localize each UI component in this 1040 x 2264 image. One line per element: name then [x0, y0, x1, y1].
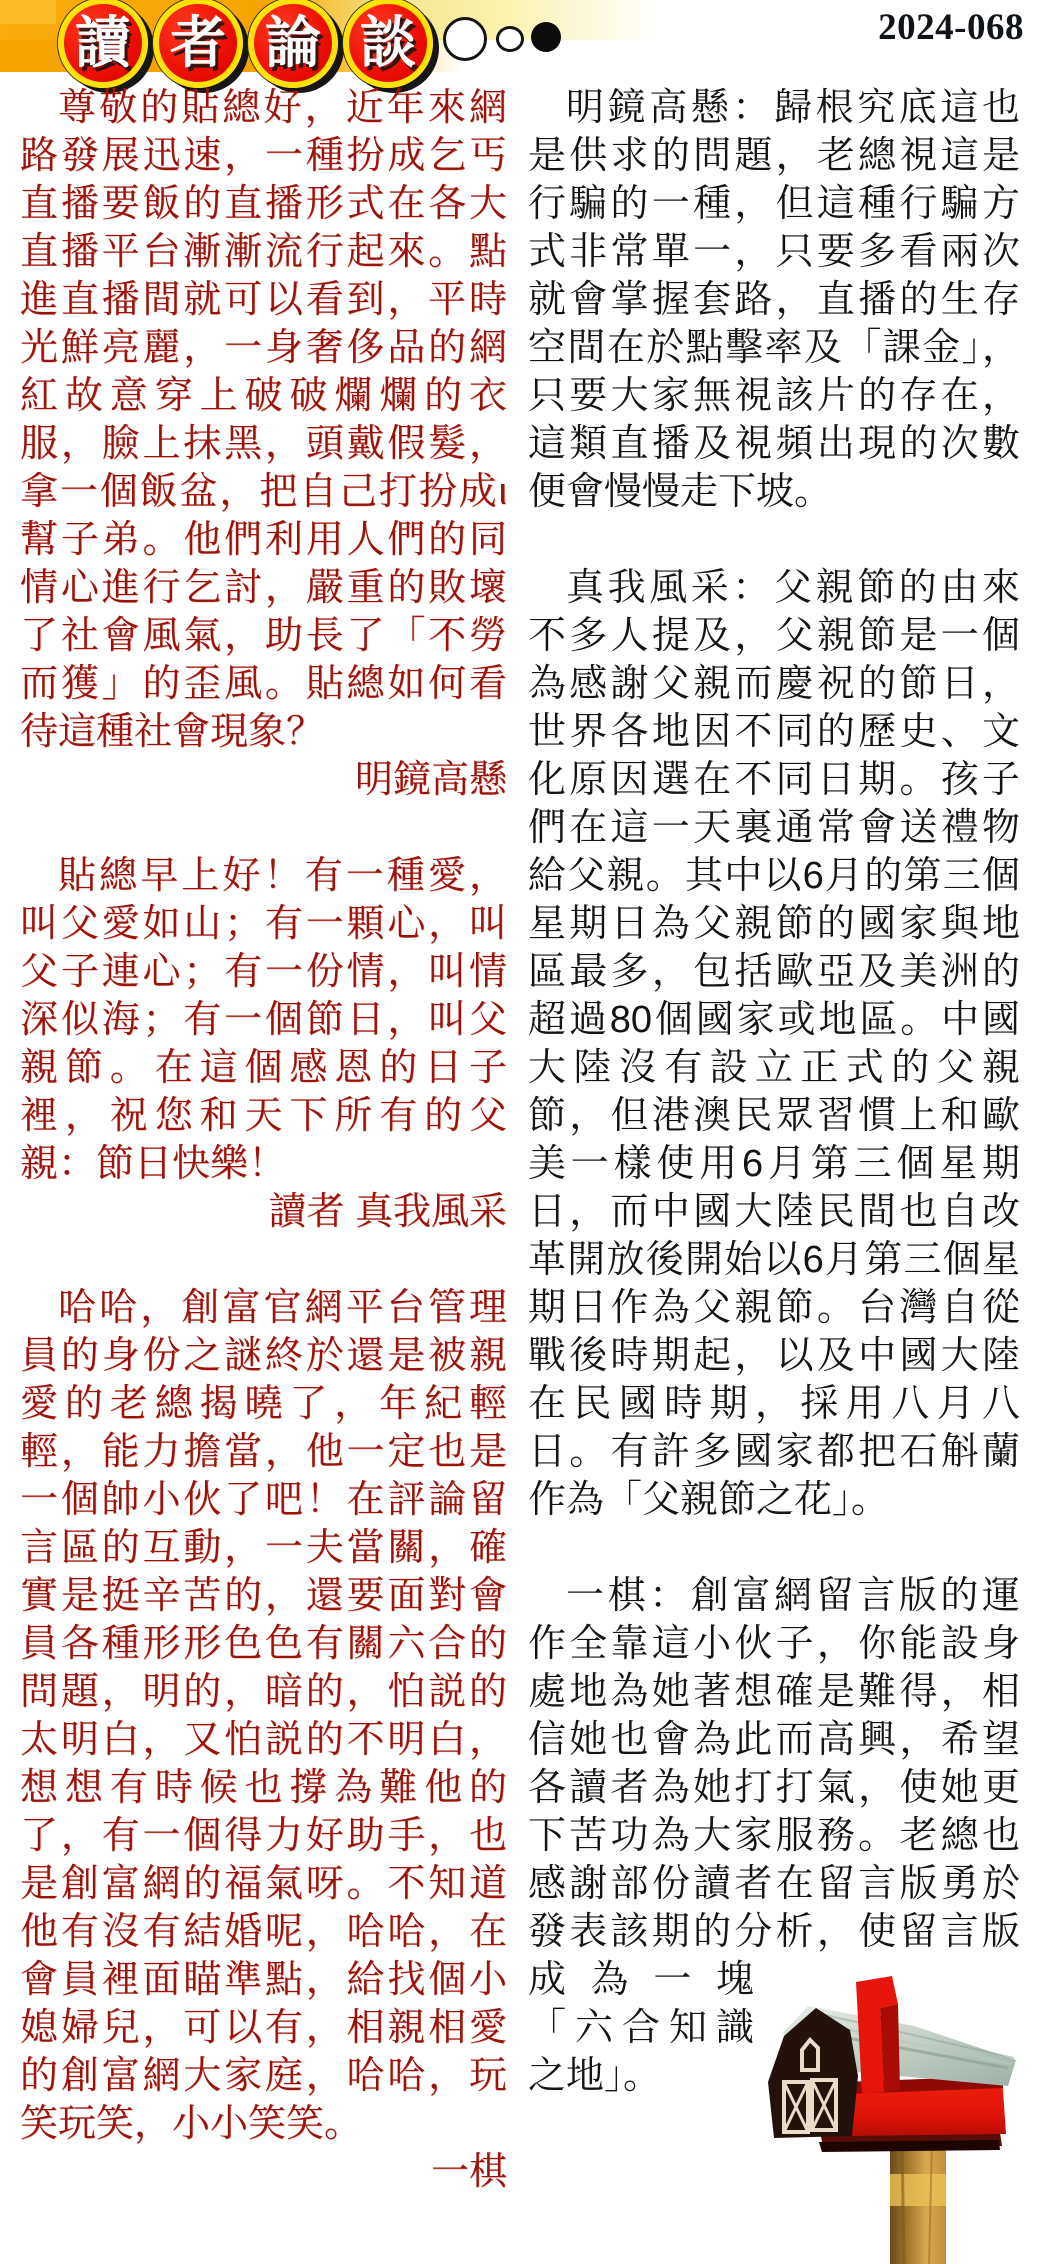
decorative-circle-small-icon: [496, 26, 524, 52]
right-column-editor-replies: [528, 84, 1020, 2232]
title-badge-4: 談: [343, 0, 433, 88]
title-badge-3: 論: [248, 0, 338, 88]
title-badge-1: 讀: [58, 0, 148, 88]
reader-letter-3: 哈哈，創富官網平台管理員的身份之謎終於還是被親愛的老總揭曉了，年紀輕輕，能力擔當，他一定也是一個帥小伙了吧！在評論留言區的互動，一夫當關，確實是挺辛苦的，還要面對會員各種形形色色有關六合的問題，明的，暗的，怕説的太明白，又怕説的不明白，想想有時候也撐為難他的了，有一個得力好助手，也是創富網的福氣呀。不知道他有沒有結婚呢，哈哈，在會員裡面瞄準點，給找個小媳婦兒，可以有，相親相愛的創富網大家庭，哈哈，玩笑玩笑，小小笑笑。: [20, 1287, 507, 2145]
reader-letter-1-signature: 明鏡高懸: [354, 759, 507, 801]
reader-letter-2-signature: 讀者 真我風采: [268, 1191, 507, 1233]
editor-reply-3-text-end: 析，使留言版成為一塊「六合知識之地」。: [528, 1911, 1020, 2097]
reader-letter-2: 貼總早上好！有一種愛，叫父愛如山；有一顆心，叫父子連心；有一份情，叫情深似海；有一個節日，叫父親節。在這個感恩的日子裡，祝您和天下所有的父親：節日快樂！: [20, 855, 507, 1185]
editor-reply-2: 真我風采：父親節的由來不多人提及，父親節是一個為感謝父親而慶祝的節日，世界各地因不同的歷史、文化原因選在不同日期。孩子們在這一天裏通常會送禮物給父親。其中以6月的第三個星期日為父親節的國家與地區最多，包括歐亞及美洲的超過80個國家或地區。中國大陸沒有設立正式的父親節，但港澳民眾習慣上和歐美一樣使用6月第三個星期日，而中國大陸民間也自改革開放後開始以6月第三個星期日作為父親節。台灣自從戰後時期起，以及中國大陸在民國時期，採用八月八日。有許多國家都把石斛蘭作為「父親節之花」。: [528, 567, 1020, 1521]
decorative-dot-icon: [531, 22, 561, 52]
title-badge-2: 者: [153, 0, 243, 88]
left-column-reader-letters: [20, 84, 507, 2244]
decorative-circle-large-icon: [443, 17, 487, 61]
mailbox-illustration: [764, 1964, 1020, 2232]
masthead-title: [58, 0, 433, 88]
reader-letter-1: 尊敬的貼總好，近年來網路發展迅速，一種扮成乞丐直播要飯的直播形式在各大直播平台漸漸流行起來。點進直播間就可以看到，平時光鮮亮麗，一身奢侈品的網紅故意穿上破破爛爛的衣服，臉上抹黑，頭戴假髮，拿一個飯盆，把自己打扮成ι幫子弟。他們利用人們的同情心進行乞討，嚴重的敗壞了社會風氣，助長了「不勞而獲」的歪風。貼總如何看待這種社會現象？: [20, 87, 507, 753]
editor-reply-3: [528, 1572, 1020, 2100]
editor-reply-1: 明鏡高懸：歸根究底這也是供求的問題，老總視這是行騙的一種，但這種行騙方式非常單一，只要多看兩次就會掌握套路，直播的生存空間在於點擊率及「課金」，只要大家無視該片的存在，這類直播及視頻出現的次數便會慢慢走下坡。: [528, 87, 1020, 513]
editor-reply-3-text-start: 一棋：創富網留言版的運作全靠這小伙子，你能設身處地為她著想確是難得，相信她也會為此而高興，希望各讀者為她打打氣，使她更下苦功為大家服務。老總也感謝部份讀者在留言版勇於發表該期的分: [528, 1575, 1020, 1953]
header-corner-accent: [0, 0, 56, 24]
reader-letter-3-signature: 一棋: [430, 2151, 507, 2193]
issue-number: 2024-068: [878, 7, 1024, 48]
